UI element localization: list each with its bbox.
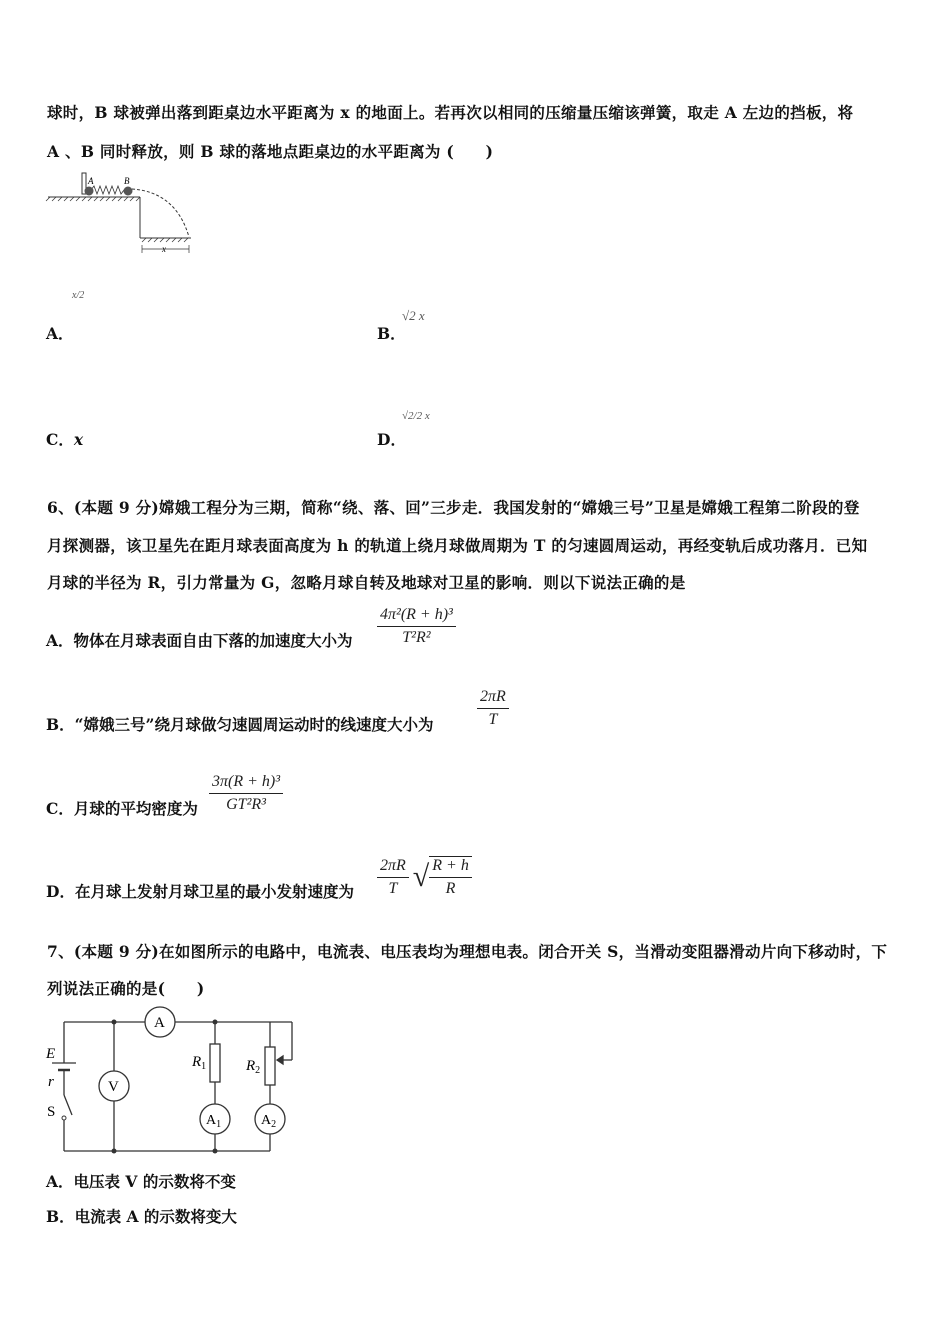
q7-stem-line-2: 列说法正确的是( ) [47, 979, 205, 998]
voltmeter-label: V [108, 1079, 119, 1095]
q6-formula-d: $\frac{2\pi R}{T}$ √ $\frac{R + h}{R}$ [377, 856, 472, 898]
q6-option-a[interactable]: A．物体在月球表面自由下落的加速度大小为 [46, 631, 353, 650]
q5-option-a-formula: x/2 [72, 290, 85, 301]
q6-formula-c: $\frac{\text{3π(R + h)³}}{\text{GT²R³}}$ [209, 773, 283, 814]
svg-text:A1: $A_1$ [206, 1113, 222, 1130]
svg-text:R1: $R_1$ [192, 1054, 207, 1072]
q5-spring-figure [46, 170, 206, 260]
q5-option-d-formula: √2/2 x [402, 410, 430, 422]
q6-option-c[interactable]: C．月球的平均密度为 [46, 799, 198, 818]
q5-option-a[interactable]: A． [46, 324, 74, 343]
svg-text:A2: $A_2$ [261, 1113, 277, 1130]
q5-option-d[interactable]: D． [377, 430, 406, 449]
q6-formula-b: $\frac{2\pi R}{T}$ [477, 688, 509, 729]
q5-option-b[interactable]: B． [377, 324, 406, 343]
switch-label: S [47, 1104, 56, 1120]
internal-r-label: r [48, 1074, 54, 1090]
label-x: x [162, 244, 166, 254]
ammeter-a1-label: A [206, 1113, 217, 1128]
r2-label: R [246, 1058, 256, 1074]
q7-option-a[interactable]: A．电压表 V 的示数将不变 [46, 1172, 236, 1191]
label-a: A [88, 176, 94, 186]
emf-label: E [46, 1046, 56, 1062]
q5-option-c[interactable]: C．x [46, 430, 84, 449]
q7-option-b[interactable]: B．电流表 A 的示数将变大 [46, 1207, 237, 1226]
q5-stem-line-2: A 、B 同时释放，则 B 球的落地点距桌边的水平距离为 ( ) [47, 142, 494, 161]
q7-circuit-diagram [44, 1008, 304, 1153]
q7-stem-line-1: 7、(本题 9 分)在如图所示的电路中，电流表、电压表均为理想电表。闭合开关 S，当滑动变阻器滑动片向下移动时，下 [47, 942, 888, 961]
q6-stem-line-2: 月探测器，该卫星先在距月球表面高度为 h 的轨道上绕月球做周期为 T 的匀速圆周运动，再经变轨后成功落月．已知 [47, 536, 868, 555]
q6-option-d[interactable]: D．在月球上发射月球卫星的最小发射速度为 [46, 882, 354, 901]
r1-label: R [192, 1054, 202, 1070]
q6-option-b[interactable]: B．“嫦娥三号”绕月球做匀速圆周运动时的线速度大小为 [46, 715, 434, 734]
q6-stem-line-3: 月球的半径为 R，引力常量为 G，忽略月球自转及地球对卫星的影响．则以下说法正确的是 [47, 573, 686, 592]
svg-text:R2: $R_2$ [246, 1058, 261, 1076]
q6-stem-line-1: 6、(本题 9 分)嫦娥工程分为三期，简称“绕、落、回”三步走．我国发射的“嫦娥三号”卫星是嫦娥工程第二阶段的登 [47, 498, 860, 517]
ammeter-a2-label: A [261, 1113, 272, 1128]
q5-stem-line-1: 球时，B 球被弹出落到距桌边水平距离为 x 的地面上。若再次以相同的压缩量压缩该弹簧，取走 A 左边的挡板，将 [47, 103, 854, 122]
q6-formula-a: $\frac{\text{4π²(R + h)³}}{\text{T²R²}}$ [377, 606, 456, 647]
label-b: B [124, 176, 130, 186]
ammeter-a-label: A [154, 1015, 165, 1031]
q5-option-b-formula: √2 x [402, 308, 425, 323]
